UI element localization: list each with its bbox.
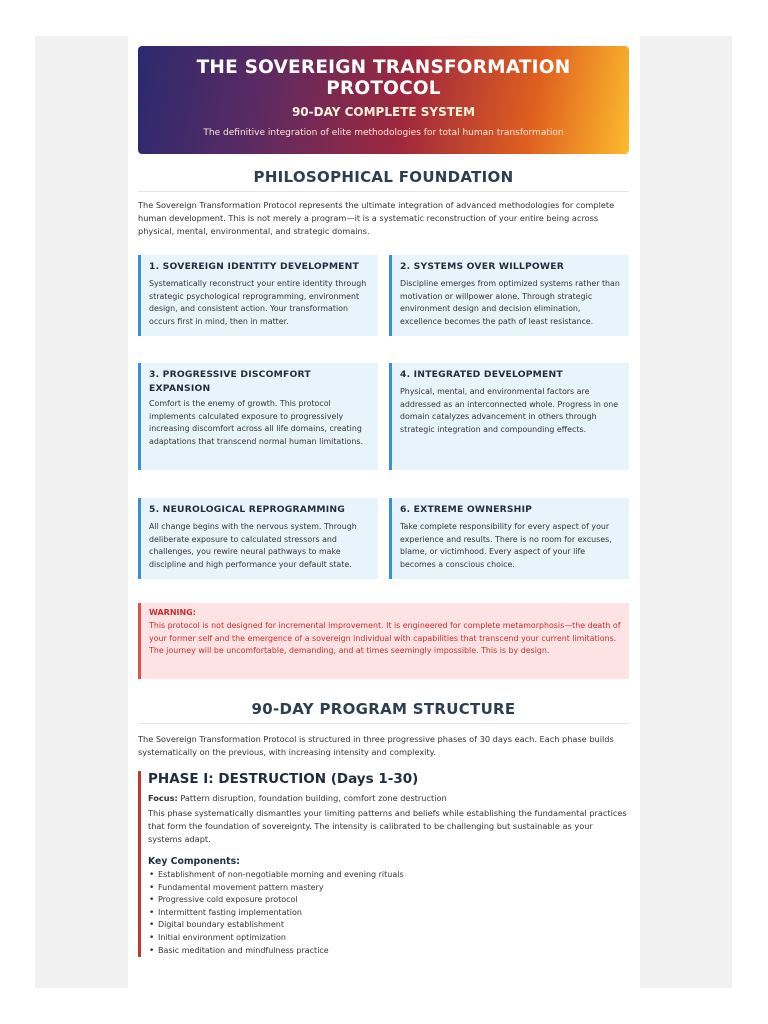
phase-title: PHASE I: DESTRUCTION (Days 1-30) bbox=[148, 771, 419, 787]
hero-banner bbox=[138, 46, 629, 154]
principle-card bbox=[389, 255, 629, 336]
list-item: • Basic meditation and mindfulness practice bbox=[148, 945, 629, 958]
page-subtitle: 90-DAY COMPLETE SYSTEM bbox=[291, 105, 476, 119]
warning-box bbox=[138, 603, 629, 679]
principle-title: 4. INTEGRATED DEVELOPMENT bbox=[400, 369, 563, 380]
components-list bbox=[148, 869, 629, 957]
warning-text: This protocol is not designed for incremental improvement. It is engineered for complete metamorphosis—the death of your former self and the emergence of a sovereign individual with capabilities that transcend your current limitations. The journey will be uncomfortable, demanding, and at times seemingly impossible. This is by design. bbox=[149, 621, 621, 656]
principle-title: 5. NEUROLOGICAL REPROGRAMMING bbox=[149, 504, 346, 515]
principle-text: Comfort is the enemy of growth. This protocol implements calculated exposure to progressively increasing discomfort across all life domains, creating adaptations that transcend normal human limitations. bbox=[149, 399, 363, 446]
principle-title: 6. EXTREME OWNERSHIP bbox=[400, 504, 533, 515]
principle-text: Physical, mental, and environmental factors are addressed as an interconnected whole. Progress in one domain catalyzes advancement in others through strategic integration and compounding effects. bbox=[400, 387, 619, 434]
principle-text: Systematically reconstruct your entire identity through strategic psychological reprogramming, environment design, and consistent action. Your transformation occurs first in mind, then in matter. bbox=[149, 279, 367, 326]
page-tagline: The definitive integration of elite methodologies for total human transformation bbox=[203, 128, 564, 138]
principle-card bbox=[138, 255, 378, 336]
program-intro: The Sovereign Transformation Protocol is structured in three progressive phases of 30 days each. Each phase builds systematically on the previous, with increasing intensity and complexity. bbox=[138, 734, 614, 757]
document-page bbox=[128, 36, 640, 988]
focus-label: Focus: bbox=[148, 793, 178, 803]
principle-text: Take complete responsibility for every aspect of your experience and results. There is no room for excuses, blame, or victimhood. Every aspect of your life becomes a conscious choice. bbox=[400, 522, 612, 569]
section-title-philosophy: PHILOSOPHICAL FOUNDATION bbox=[138, 168, 629, 192]
principle-card bbox=[138, 363, 378, 470]
list-item: • Initial environment optimization bbox=[148, 932, 629, 945]
phase-focus bbox=[148, 793, 629, 803]
phase-section bbox=[138, 771, 629, 957]
list-item: • Progressive cold exposure protocol bbox=[148, 894, 629, 907]
principles-grid bbox=[138, 498, 629, 579]
principle-title: 1. SOVEREIGN IDENTITY DEVELOPMENT bbox=[149, 261, 359, 272]
list-item: • Establishment of non-negotiable morning and evening rituals bbox=[148, 869, 629, 882]
principle-card bbox=[389, 363, 629, 470]
focus-text: Pattern disruption, foundation building, comfort zone destruction bbox=[177, 793, 447, 803]
section-title-program: 90-DAY PROGRAM STRUCTURE bbox=[138, 700, 629, 724]
page-title: THE SOVEREIGN TRANSFORMATION PROTOCOL bbox=[196, 57, 571, 99]
list-item: • Digital boundary establishment bbox=[148, 919, 629, 932]
principle-card bbox=[138, 498, 378, 579]
principle-text: All change begins with the nervous system. Through deliberate exposure to calculated stressors and challenges, you rewire neural pathways to make discipline and high performance your default state. bbox=[149, 522, 357, 569]
list-item: • Intermittent fasting implementation bbox=[148, 907, 629, 920]
warning-label: WARNING: bbox=[149, 608, 196, 617]
phase-description: This phase systematically dismantles your limiting patterns and beliefs while establishing the fundamental practices that form the foundation of sovereignty. The intensity is calibrated to be challenging but sustainable as your systems adapt. bbox=[148, 808, 627, 844]
principles-grid bbox=[138, 363, 629, 470]
principle-text: Discipline emerges from optimized systems rather than motivation or willpower alone. Through strategic environment design and decision elimination, excellence becomes the path of least resistance. bbox=[400, 279, 620, 326]
principle-card bbox=[389, 498, 629, 579]
principle-title: 3. PROGRESSIVE DISCOMFORT EXPANSION bbox=[149, 369, 311, 394]
philosophy-intro: The Sovereign Transformation Protocol represents the ultimate integration of advanced methodologies for complete human development. This is not merely a program—it is a systematic reconstruction of your entire being across physical, mental, environmental, and strategic domains. bbox=[138, 200, 615, 236]
principle-title: 2. SYSTEMS OVER WILLPOWER bbox=[400, 261, 564, 272]
principles-grid bbox=[138, 255, 629, 336]
list-item: • Fundamental movement pattern mastery bbox=[148, 882, 629, 895]
components-heading: Key Components: bbox=[148, 856, 240, 867]
